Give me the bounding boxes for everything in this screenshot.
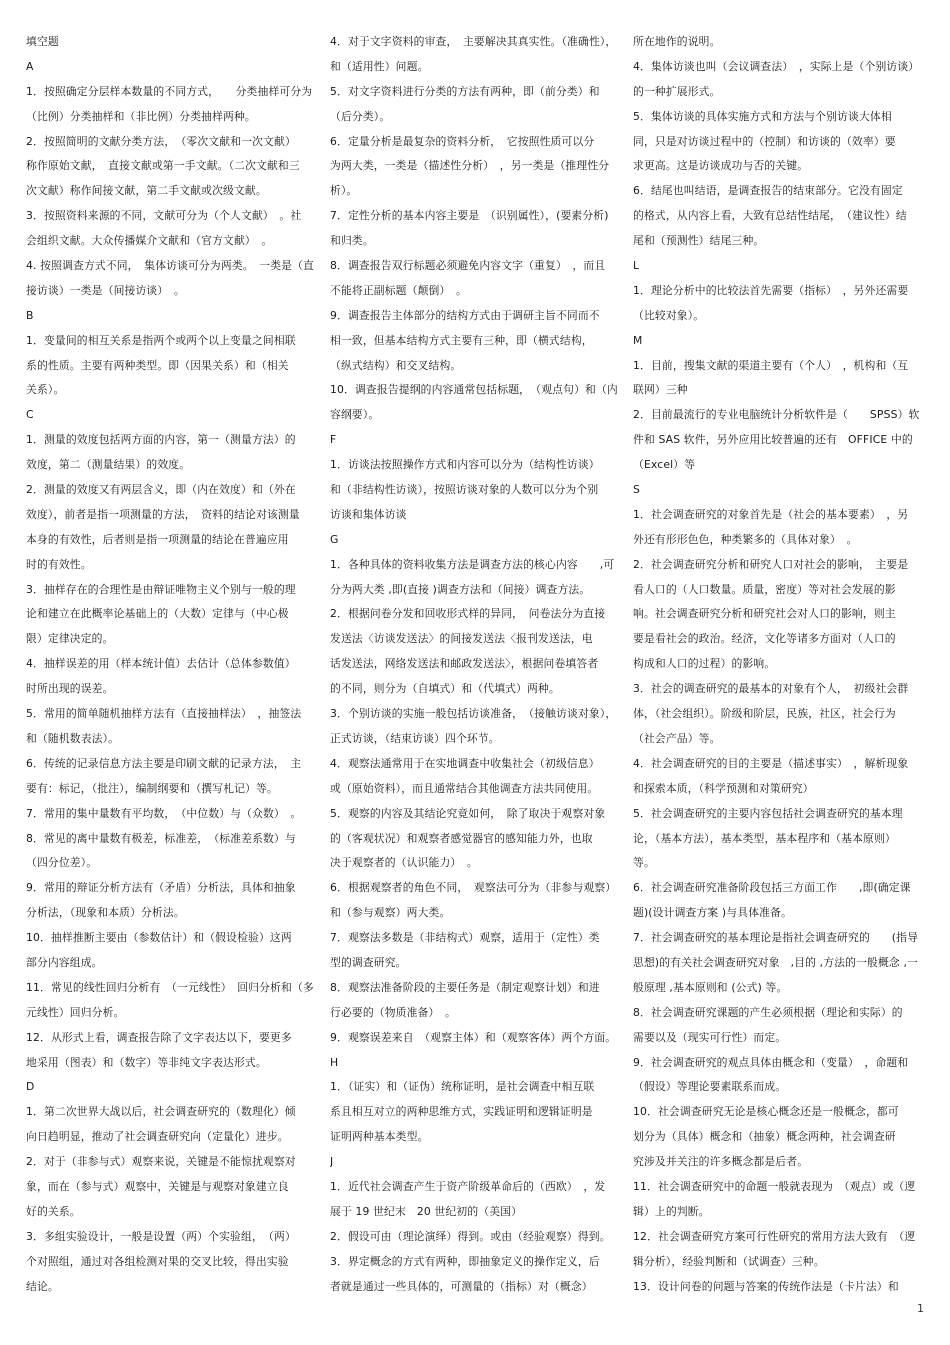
- text-line: 7．定性分析的基本内容主要是 （识别属性），(要素分析): [330, 209, 609, 223]
- text-line: 正式访谈，（结束访谈）四个环节。: [330, 731, 500, 745]
- text-line: 3．多组实验设计，一般是设置（两）个实验组， （两）: [26, 1229, 296, 1243]
- text-line: 的一种扩展形式。: [633, 84, 721, 98]
- text-line: 论，（基本方法），基本类型，基本程序和（基本原则）: [633, 831, 896, 845]
- text-line: 件和 SAS 软件，另外应用比较普遍的还有 OFFICE 中的: [633, 433, 913, 447]
- text-line: 8．常见的离中量数有极差，标准差， （标准差系数）与: [26, 831, 296, 845]
- text-line: 1．近代社会调查产生于资产阶级革命后的（西欧） ，发: [330, 1179, 606, 1193]
- text-line: 地采用（图表）和（数字）等非纯文字表达形式。: [26, 1055, 267, 1069]
- text-line: 展于 19 世纪末 20 世纪初的（美国）: [330, 1204, 523, 1218]
- text-line: 6．传统的记录信息方法主要是印刷文献的记录方法， 主: [26, 756, 302, 770]
- text-line: 分析法，（现象和本质）分析法。: [26, 906, 185, 920]
- text-line: 6．社会调查研究准备阶段包括三方面工作 ,即(确定课: [633, 881, 911, 895]
- text-line: 的不同，则分为（自填式）和（代填式）两种。: [330, 682, 560, 696]
- text-line: 需要以及（现实可行性）而定。: [633, 1030, 787, 1044]
- text-line: 要是看社会的政治。经济，文化等诸多方面对（人口的: [633, 632, 896, 646]
- text-line: 不能将正副标题（颠倒） 。: [330, 283, 467, 297]
- text-line: 7．常用的集中量数有平均数， （中位数）与（众数） 。: [26, 806, 302, 820]
- text-line: 5．常用的简单随机抽样方法有（直接抽样法） ，抽签法: [26, 707, 302, 721]
- text-line: 1．按照确定分层样本数量的不同方式， 分类抽样可分为: [26, 84, 313, 98]
- text-line: 4．集体访谈也叫（会议调查法） ，实际上是（个别访谈）: [633, 59, 920, 73]
- text-line: 好的关系。: [26, 1204, 81, 1218]
- text-line: 思想)的有关社会调查研究对象 ,目的 ,方法的一般概念 ,一: [633, 955, 918, 969]
- text-line: 6．结尾也叫结语，是调查报告的结束部分。它没有固定: [633, 184, 903, 198]
- text-line: 决于观察者的（认识能力） 。: [330, 856, 478, 870]
- text-line: 外还有形形色色，种类繁多的（具体对象） 。: [633, 532, 858, 546]
- text-line: 3．按照资料来源的不同，文献可分为（个人文献） 。社: [26, 209, 302, 223]
- text-line: 话发送法，网络发送法和邮政发送法〉，根据问卷填答者: [330, 657, 599, 671]
- text-line: 2．目前最流行的专业电脑统计分析软件是（ SPSS）软: [633, 408, 920, 422]
- text-line: 证明两种基本类型。: [330, 1130, 429, 1144]
- text-line: 相一致，但基本结构方式主要有三种，即（横式结构，: [330, 333, 593, 347]
- text-line: A: [26, 59, 34, 73]
- text-line: 5．对文字资料进行分类的方法有两种，即（前分类）和: [330, 84, 600, 98]
- text-line: 填空题: [26, 35, 59, 48]
- text-line: （比例）分类抽样和（非比例）分类抽样两种。: [26, 109, 256, 123]
- text-line: （假设）等理论要素联系而成。: [633, 1080, 787, 1094]
- text-line: 发送法〈访谈发送法〉的间接发送法〈报刊发送法，电: [330, 632, 593, 646]
- text-line: 辑分析），经验判断和（试调查）三种。: [633, 1254, 825, 1268]
- text-line: 1．理论分析中的比较法首先需要（指标） ，另外还需要: [633, 283, 909, 297]
- text-line: 部分内容组成。: [26, 955, 103, 969]
- text-line: 型的调查研究。: [330, 955, 407, 969]
- text-line: 6．根据观察者的角色不同， 观察法可分为（非参与观察）: [330, 881, 617, 895]
- text-line: 12．社会调查研究方案可行性研究的常用方法大致有 （逻: [633, 1229, 916, 1243]
- text-line: 究涉及并关注的许多概念都是后者。: [633, 1155, 809, 1169]
- text-line: 联网）三种: [633, 383, 688, 397]
- text-line: 象，而在（参与式）观察中，关键是与观察对象建立良: [26, 1179, 289, 1193]
- text-line: 4．抽样误差的用（样本统计值）去估计（总体参数值）: [26, 657, 296, 671]
- text-line: H: [330, 1055, 339, 1069]
- text-line: 1．（证实）和（证伪）统称证明，是社会调查中相互联: [330, 1080, 595, 1094]
- text-line: 1．测量的效度包括两方面的内容，第一（测量方法）的: [26, 433, 296, 447]
- text-line: 1．各种具体的资料收集方法是调查方法的核心内容 ,可: [330, 557, 615, 571]
- text-line: 次文献）称作间接文献，第二手文献或次级文献。: [26, 184, 267, 198]
- text-line: 5．社会调查研究的主要内容包括社会调查研究的基本理: [633, 806, 903, 820]
- text-line: 5．观察的内容及其结论究竟如何， 除了取决于观察对象: [330, 806, 606, 820]
- text-line: 2．根据问卷分发和回收形式样的异同， 问卷法分为直接: [330, 607, 606, 621]
- text-line: 元线性）回归分析。: [26, 1005, 125, 1019]
- text-line: 8．调查报告双行标题必须避免内容文字（重复） ，而且: [330, 259, 606, 273]
- text-line: 限）定律决定的。: [26, 632, 114, 646]
- text-line: 1．目前，搜集文献的渠道主要有（个人） ，机构和（互: [633, 358, 909, 372]
- text-line: 和（适用性）问题。: [330, 59, 429, 73]
- text-line: 要有：标记，（批注），编制纲要和（撰写札记）等。: [26, 781, 278, 795]
- text-line: 关系）。: [26, 383, 65, 397]
- text-line: 8．社会调查研究课题的产生必须根据（理论和实际）的: [633, 1005, 903, 1019]
- text-line: 10．调查报告提纲的内容通常包括标题， （观点句）和（内: [330, 383, 618, 397]
- text-line: L: [633, 259, 640, 273]
- text-line: 和（随机数表法）。: [26, 731, 120, 745]
- text-line: 11．常见的线性回归分析有 （一元线性） 回归分析和（多: [26, 980, 314, 994]
- text-line: 向日趋明显，推动了社会调查研究向（定量化）进步。: [26, 1130, 289, 1144]
- text-line: 9．常用的辩证分析方法有（矛盾）分析法，具体和抽象: [26, 881, 296, 895]
- text-line: 体，（社会组织）。阶级和阶层，民族，社区，社会行为: [633, 707, 896, 721]
- text-line: 10．社会调查研究无论是核心概念还是一般概念，都可: [633, 1105, 899, 1119]
- text-line: 11．社会调查研究中的命题一般就表现为 （观点）或（逻: [633, 1179, 916, 1193]
- column-1: [26, 30, 322, 1299]
- text-line: S: [633, 483, 641, 497]
- text-line: D: [26, 1080, 35, 1094]
- text-line: 和（非结构性访谈），按照访谈对象的人数可以分为个别: [330, 483, 599, 497]
- text-line: 容纲要）。: [330, 408, 380, 422]
- column-2: [330, 30, 626, 1299]
- text-line: 或（原始资料），而且通常结合其他调查方法共同使用。: [330, 781, 599, 795]
- text-line: 13．设计问卷的问题与答案的传统作法是（卡片法）和: [633, 1279, 899, 1293]
- text-line: 2．测量的效度又有两层含义，即（内在效度）和（外在: [26, 483, 296, 497]
- text-line: 的格式，从内容上看，大致有总结性结尾， （建议性）结: [633, 209, 907, 223]
- text-line: 1．第二次世界大战以后，社会调查研究的（数理化）倾: [26, 1105, 296, 1119]
- text-line: 析）。: [330, 184, 358, 198]
- text-line: （比较对象）。: [633, 308, 705, 322]
- text-line: 效度，第二（测量结果）的效度。: [26, 458, 191, 472]
- text-line: 3．抽样存在的合理性是由辩证唯物主义个别与一般的理: [26, 582, 296, 596]
- text-line: 2．按照简明的文献分类方法， （零次文献和一次文献）: [26, 134, 296, 148]
- text-line: 同，只是对访谈过程中的（控制）和访谈的（效率）要: [633, 134, 896, 148]
- text-line: B: [26, 308, 34, 322]
- text-line: 8．观察法准备阶段的主要任务是（制定观察计划）和进: [330, 980, 600, 994]
- text-line: 称作原始文献， 直接文献或第一手文献。（二次文献和三: [26, 159, 300, 173]
- text-line: 9．调查报告主体部分的结构方式由于调研主旨不同而不: [330, 308, 600, 322]
- text-line: 为两大类，一类是（描述性分析） ，另一类是（推理性分: [330, 159, 610, 173]
- text-line: 2．对于（非参与式）观察来说，关键是不能惊扰观察对: [26, 1155, 296, 1169]
- text-line: 3．界定概念的方式有两种，即抽象定义的操作定义，后: [330, 1254, 600, 1268]
- text-line: 1．社会调查研究的对象首先是（社会的基本要素） ，另: [633, 507, 909, 521]
- text-line: 7．观察法多数是（非结构式）观察，适用于（定性）类: [330, 931, 600, 945]
- text-line: 辑）上的判断。: [633, 1204, 710, 1218]
- text-line: 9．社会调查研究的观点具体由概念和（变量） ，命题和: [633, 1055, 909, 1069]
- text-line: C: [26, 408, 34, 422]
- text-line: 12．从形式上看，调查报告除了文字表达以下，要更多: [26, 1030, 292, 1044]
- text-line: 1．访谈法按照操作方式和内容可以分为（结构性访谈）: [330, 458, 600, 472]
- text-line: 系且相互对立的两种思维方式，实践证明和逻辑证明是: [330, 1105, 593, 1119]
- text-line: 2．假设可由（理论演绎）得到。或由（经验观察）得到。: [330, 1229, 611, 1243]
- text-line: 构成和人口的过程）的影响。: [633, 657, 776, 671]
- text-line: （Excel）等: [633, 458, 696, 472]
- text-line: 6．定量分析是最复杂的资料分析， 它按照性质可以分: [330, 134, 595, 148]
- text-line: 般原理 ,基本原则和 (公式) 等。: [633, 980, 788, 994]
- text-line: 4．观察法通常用于在实地调查中收集社会（初级信息）: [330, 756, 600, 770]
- text-line: 会组织文献。大众传播媒介文献和（官方文献） 。: [26, 234, 273, 248]
- text-line: 和探索本质，（科学预测和对策研究）: [633, 781, 814, 795]
- text-line: （后分类）。: [330, 109, 391, 123]
- text-line: 访谈和集体访谈: [330, 507, 407, 521]
- text-line: 求更高。这是访谈成功与否的关键。: [633, 159, 809, 173]
- text-line: 时所出现的误差。: [26, 682, 114, 696]
- text-line: 2．社会调查研究分析和研究人口对社会的影响， 主要是: [633, 557, 909, 571]
- text-line: （社会产品）等。: [633, 731, 721, 745]
- text-line: 所在地作的说明。: [633, 35, 721, 48]
- text-line: 5．集体访谈的具体实施方式和方法与个别访谈大体相: [633, 109, 892, 123]
- text-line: 尾和（预测性）结尾三种。: [633, 234, 765, 248]
- text-line: J: [330, 1155, 334, 1169]
- text-line: （四分位差）。: [26, 856, 98, 870]
- text-line: （纵式结构）和交叉结构。: [330, 358, 462, 372]
- text-line: 论和建立在此概率论基础上的（大数）定律与（中心极: [26, 607, 289, 621]
- text-line: 者就是通过一些具体的，可测量的（指标）对（概念）: [330, 1279, 593, 1293]
- text-line: 效度），前者是指一项测量的方法， 资料的结论对该测量: [26, 507, 300, 521]
- text-line: 4. 按照调查方式不同， 集体访谈可分为两类。 一类是（直: [26, 259, 314, 273]
- text-line: 系的性质。主要有两种类型。即（因果关系）和（相关: [26, 358, 289, 372]
- text-line: 3．社会的调查研究的最基本的对象有个人， 初级社会群: [633, 682, 909, 696]
- text-line: 行必要的（物质准备） 。: [330, 1005, 456, 1019]
- text-line: F: [330, 433, 337, 447]
- text-line: 看人口的（人口数量。质量，密度）等对社会发展的影: [633, 582, 896, 596]
- text-line: 划分为（具体）概念和（抽象）概念两种，社会调查研: [633, 1130, 896, 1144]
- text-line: 和归类。: [330, 234, 374, 248]
- text-line: 结论。: [26, 1279, 59, 1293]
- text-line: 时的有效性。: [26, 557, 92, 571]
- text-line: 响。社会调查研究分析和研究社会对人口的影响，则主: [633, 607, 896, 621]
- text-line: 4．对于文字资料的审查， 主要解决其真实性。（准确性），: [330, 35, 617, 48]
- text-line: 1．变量间的相互关系是指两个或两个以上变量之间相联: [26, 333, 296, 347]
- text-line: M: [633, 333, 643, 347]
- text-line: 4．社会调查研究的目的主要是（描述事实） ，解析现象: [633, 756, 909, 770]
- text-line: G: [330, 532, 339, 546]
- text-line: 10．抽样推断主要由（参数估计）和（假设检验）这两: [26, 931, 292, 945]
- text-line: 9．观察误差来自 （观察主体）和（观察客体）两个方面。: [330, 1030, 617, 1044]
- page-number: 1: [917, 1302, 924, 1315]
- text-line: 分为两大类 ,即(直接 )调查方法和（间接）调查方法。: [330, 582, 591, 596]
- text-line: 7．社会调查研究的基本理论是指社会调查研究的 (指导: [633, 931, 919, 945]
- text-line: 题)(设计调查方案 )与具体准备。: [633, 906, 792, 920]
- text-line: 个对照组，通过对各组检测对果的交叉比较，得出实验: [26, 1254, 289, 1268]
- text-line: 的（客观状况）和观察者感觉器官的感知能力外，也取: [330, 831, 593, 845]
- text-line: 接访谈）一类是（间接访谈） 。: [26, 283, 185, 297]
- text-line: 和（参与观察）两大类。: [330, 906, 451, 920]
- text-line: 3．个别访谈的实施一般包括访谈准备， （接触访谈对象），: [330, 707, 617, 721]
- text-line: 等。: [633, 856, 655, 870]
- column-3: [633, 30, 925, 1299]
- text-line: 本身的有效性，后者则是指一项测量的结论在普遍应用: [26, 532, 289, 546]
